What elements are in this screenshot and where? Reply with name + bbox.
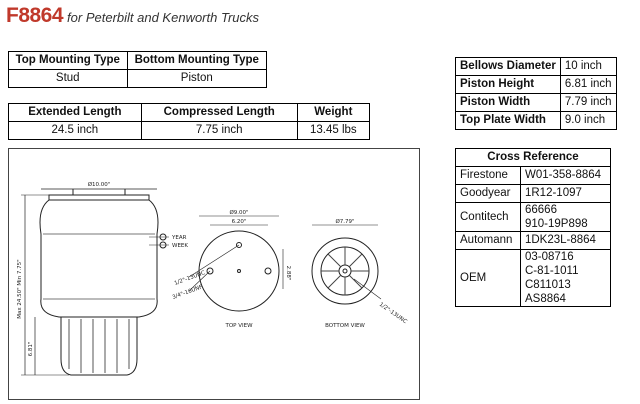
spec-label: Bellows Diameter	[456, 58, 561, 76]
cross-reference-title: Cross Reference	[456, 149, 611, 167]
xref-row	[456, 232, 611, 250]
top-view-side-dim-label: 2.88"	[285, 265, 291, 281]
length-value-compressed: 7.75 inch	[141, 122, 297, 140]
part-number: F8864	[6, 4, 64, 27]
xref-part: AS8864	[524, 293, 566, 305]
length-header-weight: Weight	[297, 104, 369, 122]
xref-brand: Automann	[456, 232, 521, 250]
top-dim-label: Ø10.00"	[87, 182, 111, 188]
spec-value: 10 inch	[560, 58, 616, 76]
lengths-table	[8, 103, 370, 140]
length-value-weight: 13.45 lbs	[297, 122, 369, 140]
xref-part: 910-19P898	[524, 218, 588, 230]
xref-brand: Contitech	[456, 203, 521, 232]
spec-row	[456, 76, 617, 94]
top-view-thread2-label: 3/4"-16UNF	[171, 284, 204, 301]
spec-value: 7.79 inch	[560, 94, 616, 112]
top-view-inner-dim-label: 6.20"	[231, 219, 247, 225]
xref-part: W01-358-8864	[520, 167, 610, 185]
height-dim-label: Max 24.50" Min 7.75"	[17, 259, 23, 319]
length-header-extended: Extended Length	[9, 104, 142, 122]
xref-brand: Firestone	[456, 167, 521, 185]
xref-part: C-81-1011	[524, 265, 579, 277]
bottom-view-label: BOTTOM VIEW	[325, 323, 365, 329]
technical-drawing	[8, 148, 420, 400]
bottom-view-thread-label: 1/2"-13UNC	[377, 301, 408, 326]
top-view-outer-dim-label: Ø9.00"	[229, 210, 249, 216]
spec-value: 6.81 inch	[560, 76, 616, 94]
xref-row	[456, 250, 611, 307]
cross-reference-table	[455, 148, 611, 307]
length-header-compressed: Compressed Length	[141, 104, 297, 122]
mounting-value-bottom: Piston	[127, 70, 266, 88]
top-view-thread1-label: 1/2"-13UNC	[173, 270, 207, 287]
spec-label: Piston Height	[456, 76, 561, 94]
top-view-stud-right	[265, 268, 271, 274]
top-view-label: TOP VIEW	[225, 323, 253, 329]
xref-brand: OEM	[456, 250, 521, 307]
xref-row	[456, 185, 611, 203]
spec-row	[456, 94, 617, 112]
mounting-header-bottom: Bottom Mounting Type	[127, 52, 266, 70]
xref-part: 1R12-1097	[520, 185, 610, 203]
year-label: YEAR	[172, 235, 187, 241]
part-subtitle: for Peterbilt and Kenworth Trucks	[67, 10, 259, 25]
piston-outline	[61, 317, 137, 375]
spec-row	[456, 112, 617, 130]
page-title	[6, 4, 259, 28]
mounting-table	[8, 51, 267, 88]
xref-part: C811013	[524, 279, 571, 291]
top-plate	[49, 195, 149, 200]
week-label: WEEK	[172, 243, 188, 249]
spec-value: 9.0 inch	[560, 112, 616, 130]
xref-part: 66666	[524, 204, 557, 216]
xref-part: 03-08716	[524, 251, 574, 263]
spec-label: Top Plate Width	[456, 112, 561, 130]
mounting-value-top: Stud	[9, 70, 128, 88]
spec-label: Piston Width	[456, 94, 561, 112]
bottom-view-outer-dim-label: Ø7.79"	[335, 219, 355, 225]
mounting-header-top: Top Mounting Type	[9, 52, 128, 70]
spec-table	[455, 57, 617, 130]
xref-part: 1DK23L-8864	[520, 232, 610, 250]
technical-drawing-svg	[9, 149, 419, 399]
xref-brand: Goodyear	[456, 185, 521, 203]
length-value-extended: 24.5 inch	[9, 122, 142, 140]
xref-row	[456, 167, 611, 185]
xref-row	[456, 203, 611, 232]
piston-dim-label: 6.81"	[28, 341, 34, 357]
spec-row	[456, 58, 617, 76]
bottom-view-ribs	[321, 247, 369, 295]
